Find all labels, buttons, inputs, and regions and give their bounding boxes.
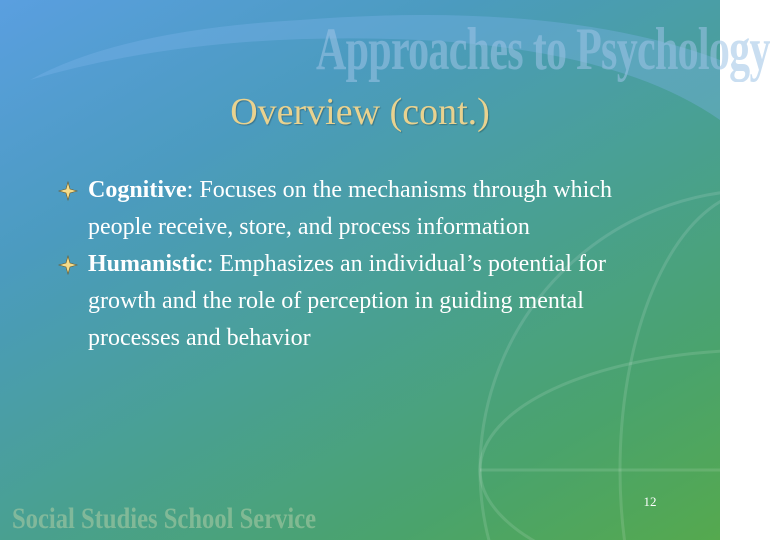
bullet-item-cognitive [55,172,670,246]
bullet-item-humanistic [55,246,670,357]
footer-brand: Social Studies School Service [12,502,317,535]
slide-title: Overview (cont.) [230,91,490,133]
diamond-star-bullet-icon [58,255,78,275]
bullet-text: : Focuses on the mechanisms through which people receive, store, and process information [88,177,612,240]
bullet-term: Humanistic [88,251,207,277]
bullet-list [55,172,670,357]
bullet-term: Cognitive [88,177,187,203]
bullet-text: : Emphasizes an individual’s potential for growth and the role of perception in guiding mental processes and behavior [88,251,606,351]
page-number: 12 [643,494,657,509]
diamond-star-bullet-icon [58,181,78,201]
banner-title: Approaches to Psychology [316,16,770,82]
